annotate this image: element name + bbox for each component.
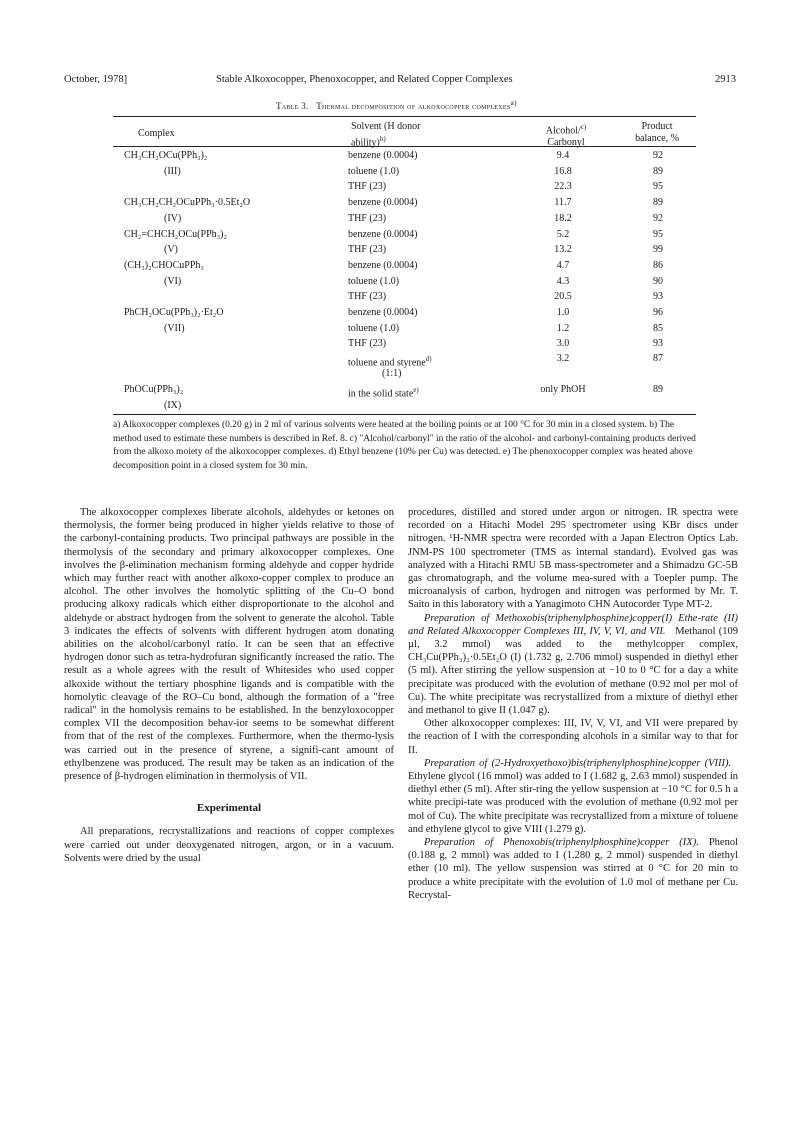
table-cell-formula: (CH₃)₂CHOCuPPh₃ (124, 259, 204, 271)
table-cell-balance: 89 (653, 384, 663, 395)
table-cell-solvent: THF (23) (348, 181, 387, 193)
table-cell-label: (III) (164, 165, 181, 177)
header-balance-line2: balance, % (635, 133, 679, 144)
table-cell-formula: CH₂=CHCH₂OCu(PPh₃)₂ (124, 228, 227, 240)
right-paragraph-prep-II (408, 612, 738, 718)
table-cell-solvent: THF (23) (348, 338, 387, 350)
table-cell-solvent: toluene (1.0) (348, 322, 400, 334)
table-cell-formula: CH₃CH₂CH₂OCuPPh₃·0.5Et₂O (124, 197, 251, 209)
table-cell-solvent (348, 384, 419, 400)
table-cell-ratio: 1.2 (556, 322, 570, 334)
prep-IX-title: Preparation of Phenoxobis(triphenylphosphine)copper (IX). (424, 837, 699, 849)
left-column (64, 506, 394, 865)
table-cell-solvent: THF (23) (348, 244, 387, 256)
table-cell-ratio: 16.8 (554, 165, 572, 177)
table-cell-ratio: 11.7 (554, 197, 572, 209)
table-cell-balance: 87 (653, 353, 663, 364)
table-cell-ratio: only PhOH (540, 384, 586, 395)
table-cell-balance: 89 (653, 165, 663, 177)
header-solvent-sup: b) (379, 135, 386, 143)
table-cell-solvent: benzene (0.0004) (348, 197, 418, 209)
table-cell-solvent (348, 353, 432, 369)
table-cell-balance: 93 (653, 291, 663, 303)
table-cell-solvent: benzene (0.0004) (348, 259, 418, 271)
left-paragraph-experimental: All preparations, recrystallizations and reactions of copper complexes were carried out under deoxygenated nitrogen, argon, or in a vacuum. Solvents were dried by the usual (64, 826, 394, 864)
header-solvent-line2: ability) (351, 137, 380, 149)
table-cell-balance: 85 (653, 322, 663, 334)
table-cell-solvent: benzene (0.0004) (348, 307, 418, 318)
table-cell-solvent: THF (23) (348, 212, 387, 224)
table-footnotes: a) Alkoxocopper complexes (0.20 g) in 2 ml of various solvents were heated at the boiling points or at 100 °C for 30 min in a closed system. b) The method used to estimate these numbers is described in Ref. 8. c) "Alcohol/carbonyl" in the ratio of the alcohol- and carbonyl-containing products derived from the alkoxo moiety of the alkoxocopper complexes. d) Ethyl benzene (10% per Cu) was detected. e) The phenoxocopper complex was heated above decomposition point in a closed system for 30 min. (113, 420, 696, 472)
table-cell-balance: 89 (653, 197, 663, 209)
running-header (64, 74, 736, 88)
header-ratio-sup: c) (580, 123, 587, 131)
table-cell-solvent: benzene (0.0004) (348, 228, 418, 240)
table-cell-solvent-sup: d) (425, 355, 432, 363)
table-bottom-rule (113, 414, 696, 415)
table-cell-ratio: 4.7 (556, 259, 570, 271)
header-solvent-line1: Solvent (H donor (351, 121, 421, 132)
table-cell-ratio: 4.3 (556, 275, 570, 287)
table-cell-solvent: toluene (1.0) (348, 165, 400, 177)
prep-VIII-title: Preparation of (2-Hydroxyethoxo)bis(triphenylphosphine)copper (VIII). (424, 757, 732, 769)
table-cell-label: (IX) (164, 400, 182, 411)
table-cell-ratio: 1.0 (556, 307, 570, 318)
header-balance (622, 121, 692, 145)
table-cell-balance: 93 (653, 338, 663, 350)
table-caption (0, 98, 793, 111)
table-caption-text: Thermal decomposition of alkoxocopper complexes (316, 101, 511, 111)
table-cell-solvent-line2: (1:1) (382, 368, 402, 379)
table-cell-solvent: toluene (1.0) (348, 275, 400, 287)
table-cell-label: (V) (164, 244, 178, 256)
right-paragraph-prep-IX (408, 836, 738, 902)
table-cell-ratio: 3.0 (556, 338, 570, 350)
table-cell-solvent-text: toluene and styrene (348, 357, 426, 369)
header-ratio-line2: Carbonyl (547, 137, 585, 149)
table-cell-ratio: 18.2 (554, 212, 572, 224)
table-cell-label: (VII) (164, 322, 185, 334)
right-paragraph-instruments: procedures, distilled and stored under argon or nitrogen. IR spectra were recorded on a Hitachi Model 295 spectrometer using KBr discs under nitrogen. ¹H-NMR spectra were recorded with a Japan Electron Optics Lab. JNM-PS 100 spectrometer (TMS as internal standard). Evolved gas was analyzed with a Hitachi RMU 5B mass-spectrometer and a Shimadzu GC-5B gas chromatograph, and the volume mea-sured with a Toepler pump. The microanalysis of carbon, hydrogen and nitrogen was performed by Mr. T. Saito in this laboratory with a Yanagimoto CHN Autocorder Type MT-2. (408, 507, 738, 611)
table-cell-solvent: THF (23) (348, 291, 387, 303)
table-cell-ratio: 3.2 (556, 353, 570, 364)
header-date: October, 1978] (64, 74, 128, 85)
table-cell-balance: 92 (653, 212, 663, 224)
table-cell-formula: PhCH₂OCu(PPh₃)₂·Et₂O (124, 307, 224, 318)
header-complex: Complex (138, 128, 175, 139)
left-paragraph-discussion: The alkoxocopper complexes liberate alcohols, aldehydes or ketones on thermolysis, the former being produced in higher yields relative to those of the carbonyl-containing products. Two principal pathways are possible in the thermolysis of the secondary and primary alkoxocopper complexes. One involves the β-elimination mechanism forming aldehyde and copper hydride which may further react with another alkoxo-copper complex to produce an alcohol. The other involves the homolytic splitting of the Cu–O bond producing alkoxy radicals which either disproportionate to the alcohol and aldehyde or abstract hydrogen from the solvent to generate the alcohol. Table 3 indicates the effects of solvents with different hydrogen atom donating abilities on the alcohol/carbonyl ratio. It can be seen that an effective hydrogen donor such as tetra-hydrofuran significantly increased the ratio. The result as a whole agrees with the result of Whitesides who used copper alkoxide without the tertiary phosphine ligands and is compatible with the homolytic cleavage of the RO–Cu bond, although the formation of a "free radical" in the homolysis remains to be established. In the benzyloxocopper complex VII the decomposition behav-ior seems to be somewhat different from that of the rest of the complexes. Furthermore, when the thermo-lysis was carried out in the presence of styrene, a signifi-cant amount of ethylbenzene was produced. The result may be taken as an indication of the presence of β-hydrogen elimination in thermolysis of VII. (64, 507, 394, 783)
prep-II-text: Methanol (109 µl, 3.2 mmol) was added to the methylcopper complex, CH₃Cu(PPh₃)₂·0.5Et₂O (I) (1.732 g, 2.706 mmol) suspended in diethyl ether (5 ml). After stirring the yellow suspension at −10 to 0 °C for a day a white precipitate was produced with the evolution of methane (0.92 mol per mol of Cu). The white precipitate was recrystallized from a mixture of diethyl ether and methanol to give II (1.047 g). (408, 625, 738, 717)
table-caption-label: Table 3. (276, 101, 309, 111)
table-cell-solvent-sup: e) (413, 386, 419, 394)
table-cell-label: (IV) (164, 212, 182, 224)
table-cell-ratio: 20.5 (554, 291, 572, 303)
table-cell-ratio: 22.3 (554, 181, 572, 193)
prep-II-title: Preparation of Methoxobis(triphenylphosphine)copper(I) Ethe-rate (II) and Related Alkoxocopper Complexes III, IV, V, VI, and VII. (408, 612, 738, 637)
table-cell-formula: PhOCu(PPh₃)₂ (124, 384, 184, 395)
table-caption-sup: a) (510, 98, 517, 107)
table-cell-ratio: 13.2 (554, 244, 572, 256)
header-title: Stable Alkoxocopper, Phenoxocopper, and Related Copper Complexes (216, 74, 513, 85)
table-cell-balance: 95 (653, 181, 663, 193)
table-top-rule (113, 116, 696, 117)
table-cell-balance: 92 (653, 150, 663, 161)
table-cell-balance: 99 (653, 244, 663, 256)
right-column (408, 506, 738, 902)
page-number: 2913 (715, 74, 736, 85)
table-header-rule (113, 146, 696, 147)
table-cell-solvent: benzene (0.0004) (348, 150, 418, 161)
table-cell-balance: 95 (653, 228, 663, 240)
right-paragraph-other-complexes: Other alkoxocopper complexes: III, IV, V, VI, and VII were prepared by the reaction of I with the corresponding alcohols in a similar way to that for II. (408, 718, 738, 756)
table-cell-ratio: 5.2 (556, 228, 570, 240)
table-cell-balance: 90 (653, 275, 663, 287)
table-cell-balance: 86 (653, 259, 663, 271)
table-cell-balance: 96 (653, 307, 663, 318)
table-cell-solvent-text: in the solid state (348, 388, 414, 400)
header-balance-line1: Product (641, 121, 673, 132)
prep-VIII-text: Ethylene glycol (16 mmol) was added to I (1.682 g, 2.63 mmol) suspended in diethyl ether (5 ml). After stir-ring the yellow suspension at −10 °C for 0.5 h a white precipi-tate was produced with the evolution of methane (0.92 mol per mol of Cu). The white precipitate was recrystallized from a mixture of toluene and ethylene glycol to give VIII (1.279 g). (408, 771, 738, 835)
table-cell-ratio: 9.4 (556, 150, 570, 161)
prep-IX-text: Phenol (0.188 g, 2 mmol) was added to I (1.280 g, 2 mmol) suspended in diethyl ether (10 ml). The yellow suspension was stirred at 0 °C for 20 min to produce a white precipitate with the evolution of 1.0 mol of methane per Cu. Recrystal- (408, 837, 738, 901)
table-cell-formula: CH₃CH₂OCu(PPh₃)₂ (124, 150, 208, 161)
section-heading-experimental: Experimental (196, 802, 262, 815)
right-paragraph-prep-VIII (408, 757, 738, 836)
table-cell-label: (VI) (164, 275, 182, 287)
header-ratio-line1: Alcohol/ (545, 125, 581, 137)
